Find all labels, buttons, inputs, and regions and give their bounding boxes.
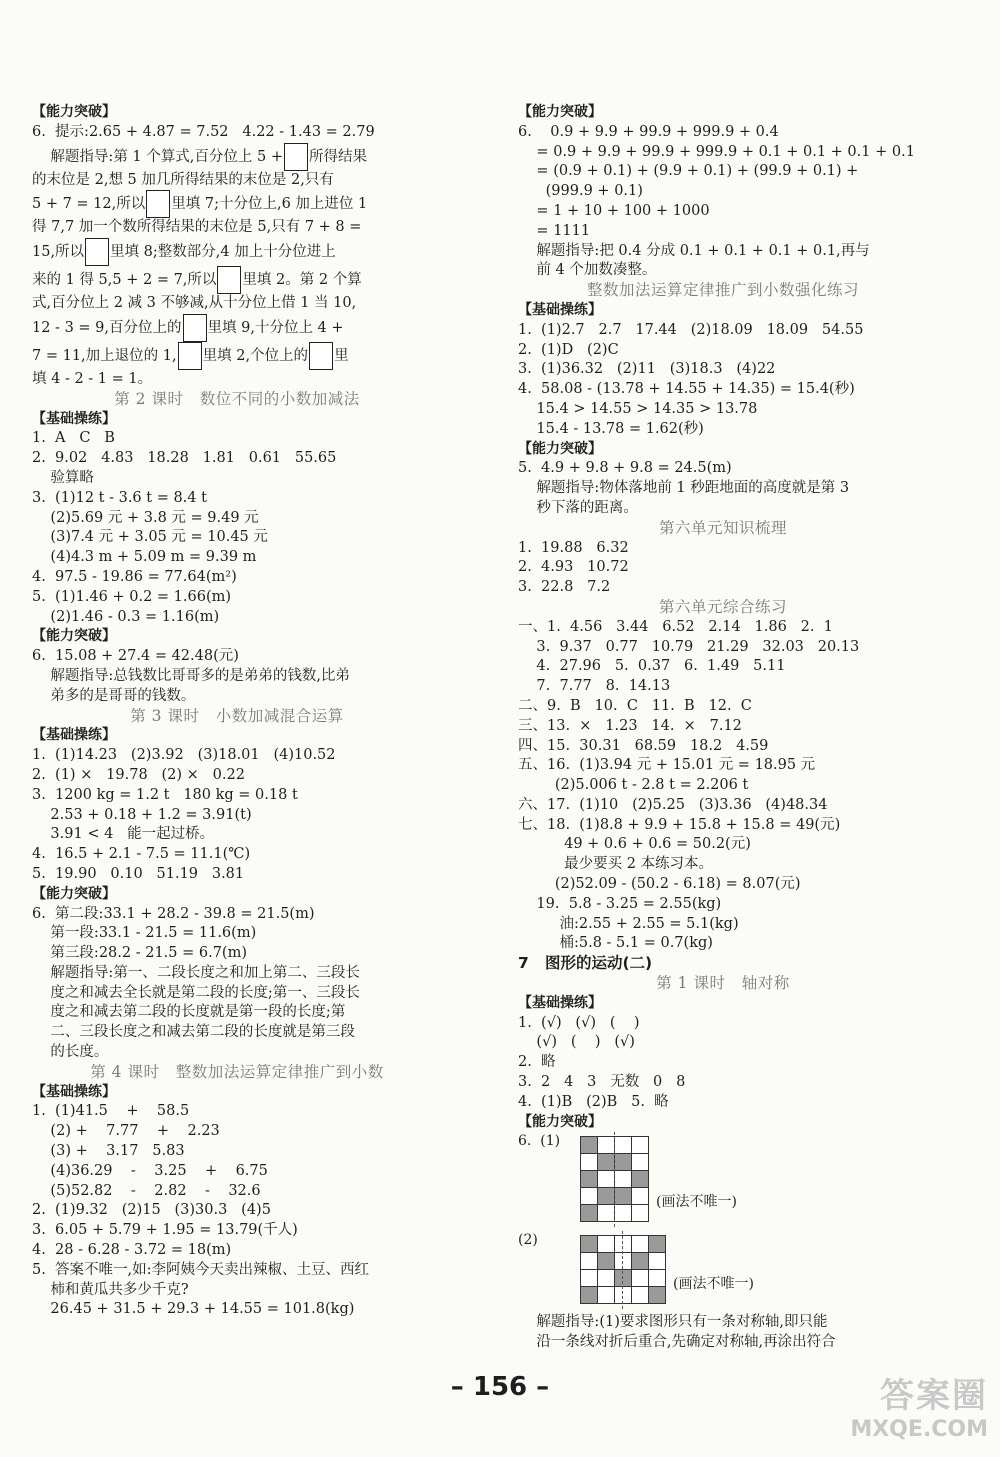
answer-line: 度之和减去第二段的长度就是第一段的长度;第 <box>32 1004 346 1021</box>
section-heading: 【基础操练】 <box>32 727 116 744</box>
answer-line: 1. (√) (√) ( ) <box>518 1014 640 1031</box>
answer-line: = (0.9 + 0.1) + (9.9 + 0.1) + (99.9 + 0.1) + <box>518 163 859 180</box>
grid-cell <box>615 1287 632 1304</box>
text-segment: 解题指导:第 1 个算式,百分位上 5 + <box>32 148 283 165</box>
grid-cell <box>615 1154 632 1171</box>
answer-line: 前 4 个加数凑整。 <box>518 262 657 279</box>
answer-line <box>32 143 442 171</box>
grid-cell <box>615 1137 632 1154</box>
answer-line: 15.4 > 14.55 > 14.35 > 13.78 <box>518 400 758 417</box>
section-heading: 【能力突破】 <box>32 104 116 120</box>
answer-line <box>32 266 442 294</box>
text-segment: 里填 9,十分位上 4 + <box>207 319 344 336</box>
answer-line: 3. 2 4 3 无数 0 8 <box>518 1074 686 1091</box>
answer-line: 5. 19.90 0.10 51.19 3.81 <box>32 865 245 882</box>
grid-cell <box>615 1253 632 1270</box>
answer-line: 桶:5.8 - 5.1 = 0.7(kg) <box>518 935 713 952</box>
grid-cell <box>615 1270 632 1287</box>
answer-line: 6. 提示:2.65 + 4.87 = 7.52 4.22 - 1.43 = 2.79 <box>32 123 375 140</box>
grid-cell <box>581 1154 598 1171</box>
grid-cell <box>632 1287 649 1304</box>
answer-line: (4)36.29 - 3.25 + 6.75 <box>32 1162 268 1179</box>
answer-line: 六、17. (1)10 (2)5.25 (3)3.36 (4)48.34 <box>518 796 828 813</box>
text-segment: 里填 2,个位上的 <box>202 347 309 364</box>
answer-line: 式,百分位上 2 减 3 不够减,从十分位上借 1 当 10, <box>32 295 357 312</box>
answer-line <box>32 190 442 218</box>
answer-line: 3. 6.05 + 5.79 + 1.95 = 13.79(千人) <box>32 1222 298 1239</box>
answer-line: 最少要买 2 本练习本。 <box>518 856 714 873</box>
answer-line: 第三段:28.2 - 21.5 = 6.7(m) <box>32 945 248 962</box>
grid-cell <box>598 1270 615 1287</box>
section-heading: 【能力突破】 <box>518 1113 602 1130</box>
grid-cell <box>581 1253 598 1270</box>
lesson-title: 第六单元综合练习 <box>658 597 787 616</box>
answer-line: 1. (1)2.7 2.7 17.44 (2)18.09 18.09 54.55 <box>518 321 864 338</box>
answer-line: (2)1.46 - 0.3 = 1.16(m) <box>32 608 220 625</box>
grid-cell <box>632 1205 649 1222</box>
blank-box <box>183 314 207 342</box>
answer-line: 3. (1)12 t - 3.6 t = 8.4 t <box>32 489 207 506</box>
answer-line: 柿和黄瓜共多少千克? <box>32 1281 189 1298</box>
lesson-title: 整数加法运算定律推广到小数强化练习 <box>586 281 859 300</box>
grid-cell <box>632 1171 649 1188</box>
text-segment: 里填 7;十分位上,6 加上进位 1 <box>171 196 368 213</box>
grid-cells <box>580 1235 666 1304</box>
answer-line: 油:2.55 + 2.55 = 5.1(kg) <box>518 915 739 932</box>
section-heading: 【基础操练】 <box>32 410 116 427</box>
text-segment: 15,所以 <box>32 244 85 261</box>
answer-line: 解题指导:第一、二段长度之和加上第二、三段长 <box>32 964 360 981</box>
answer-line: 解题指导:把 0.4 分成 0.1 + 0.1 + 0.1 + 0.1,再与 <box>518 242 870 259</box>
answer-line: 4. 28 - 6.28 - 3.72 = 18(m) <box>32 1242 232 1259</box>
answer-line: (2)52.09 - (50.2 - 6.18) = 8.07(元) <box>518 876 801 893</box>
answer-line: 的末位是 2,想 5 加几所得结果的末位是 2,只有 <box>32 171 334 188</box>
answer-line: 2. 9.02 4.83 18.28 1.81 0.61 55.65 <box>32 450 337 467</box>
watermark <box>838 1368 988 1448</box>
blank-box <box>284 143 308 171</box>
lesson-title: 第 4 课时 整数加法运算定律推广到小数 <box>90 1062 384 1081</box>
answer-line <box>32 342 442 370</box>
answer-line: 4. 97.5 - 19.86 = 77.64(m²) <box>32 568 237 585</box>
answer-line: 4. 27.96 5. 0.37 6. 1.49 5.11 <box>518 658 786 675</box>
answer-line: 四、15. 30.31 68.59 18.2 4.59 <box>518 737 769 754</box>
blank-box <box>217 266 241 294</box>
answer-line: 秒下落的距离。 <box>518 499 638 516</box>
answer-line: 6. 15.08 + 27.4 = 42.48(元) <box>32 648 239 665</box>
answer-line: 3.91 < 4 能一起过桥。 <box>32 826 215 843</box>
answer-line: 弟多的是哥哥的钱数。 <box>32 687 196 704</box>
answer-line: 2. 略 <box>518 1054 556 1071</box>
section-heading: 【能力突破】 <box>32 628 116 645</box>
text-segment: 来的 1 得 5,5 + 2 = 7,所以 <box>32 272 217 289</box>
grid-cell <box>632 1236 649 1253</box>
left-column <box>32 103 442 1320</box>
grid-cell <box>632 1253 649 1270</box>
answer-line: 二、9. B 10. C 11. B 12. C <box>518 697 752 714</box>
text-segment: 12 - 3 = 9,百分位上的 <box>32 319 182 336</box>
answer-line: 4. 16.5 + 2.1 - 7.5 = 11.1(℃) <box>32 846 251 863</box>
answer-line: 解题指导:总钱数比哥哥多的是弟弟的钱数,比弟 <box>32 667 350 684</box>
page-number: – 156 – <box>450 1372 550 1402</box>
grid-cell <box>598 1154 615 1171</box>
answer-line: 26.45 + 31.5 + 29.3 + 14.55 = 101.8(kg) <box>32 1301 355 1318</box>
answer-line: (3) + 3.17 5.83 <box>32 1143 185 1160</box>
answer-line: 5. 答案不唯一,如:李阿姨今天卖出辣椒、土豆、西红 <box>32 1261 370 1278</box>
grid-cell <box>632 1154 649 1171</box>
answer-line: 49 + 0.6 + 0.6 = 50.2(元) <box>518 836 751 853</box>
grid-figure <box>518 1132 928 1231</box>
answer-line: (2)5.69 元 + 3.8 元 = 9.49 元 <box>32 509 259 526</box>
answer-line: = 1111 <box>518 222 591 239</box>
answer-line: 沿一条线对折后重合,先确定对称轴,再涂出符合 <box>518 1334 836 1351</box>
grid-cell <box>598 1205 615 1222</box>
answer-line: 19. 5.8 - 3.25 = 2.55(kg) <box>518 895 722 912</box>
answer-line: 解题指导:(1)要求图形只有一条对称轴,即只能 <box>518 1314 828 1331</box>
answer-line: 得 7,7 加一个数所得结果的末位是 5,只有 7 + 8 = <box>32 219 362 236</box>
watermark-url: MXQE.COM <box>850 1417 988 1442</box>
grid-cell <box>632 1188 649 1205</box>
answer-line: (√) ( ) (√) <box>518 1034 635 1051</box>
answer-line: (5)52.82 - 2.82 - 32.6 <box>32 1182 261 1199</box>
grid-cell <box>581 1270 598 1287</box>
section-heading: 【基础操练】 <box>518 994 602 1011</box>
answer-line: (2) + 7.77 + 2.23 <box>32 1123 220 1140</box>
grid-cell <box>632 1270 649 1287</box>
answer-line: (4)4.3 m + 5.09 m = 9.39 m <box>32 549 257 566</box>
lesson-title: 第 2 课时 数位不同的小数加减法 <box>114 389 360 408</box>
grid-cell <box>581 1236 598 1253</box>
answer-line: (3)7.4 元 + 3.05 元 = 10.45 元 <box>32 529 268 546</box>
text-segment: 7 = 11,加上退位的 1, <box>32 347 177 364</box>
grid-cell <box>649 1236 666 1253</box>
grid-figure <box>518 1231 928 1313</box>
answer-line: 2. (1) × 19.78 (2) × 0.22 <box>32 766 245 783</box>
grid-cell <box>615 1205 632 1222</box>
answer-line: 的长度。 <box>32 1044 109 1061</box>
grid-cell <box>598 1188 615 1205</box>
section-heading: 【能力突破】 <box>518 104 602 120</box>
text-segment: 里填 2。第 2 个算 <box>242 272 362 289</box>
answer-line: 3. 22.8 7.2 <box>518 579 611 596</box>
blank-box <box>146 190 170 218</box>
grid-cell <box>598 1236 615 1253</box>
section-heading: 【能力突破】 <box>32 885 116 902</box>
blank-box <box>178 342 202 370</box>
text-segment: 里 <box>334 347 349 364</box>
answer-line: 1. A C B <box>32 430 115 447</box>
text-segment: 里填 8;整数部分,4 加上十分位进上 <box>110 244 336 261</box>
answer-line: 2. 4.93 10.72 <box>518 559 629 576</box>
answer-line: 1. (1)14.23 (2)3.92 (3)18.01 (4)10.52 <box>32 747 336 764</box>
symmetry-axis <box>622 1231 623 1309</box>
answer-line: 2.53 + 0.18 + 1.2 = 3.91(t) <box>32 806 252 823</box>
answer-line: 4. (1)B (2)B 5. 略 <box>518 1093 669 1110</box>
symmetry-axis <box>614 1132 615 1227</box>
grid-cell <box>581 1287 598 1304</box>
grid-cell <box>598 1171 615 1188</box>
answer-line: 二、三段长度之和减去第二段的长度就是第三段 <box>32 1024 355 1041</box>
answer-line <box>32 314 442 342</box>
grid-cell <box>581 1205 598 1222</box>
answer-line: 1. (1)41.5 + 58.5 <box>32 1103 190 1120</box>
grid-label: (2) <box>518 1232 538 1249</box>
answer-line: 2. (1)9.32 (2)15 (3)30.3 (4)5 <box>32 1202 271 1219</box>
answer-line: 15.4 - 13.78 = 1.62(秒) <box>518 420 704 437</box>
grid-cell <box>649 1270 666 1287</box>
grid-cell <box>649 1253 666 1270</box>
grid-note: (画法不唯一) <box>673 1276 754 1293</box>
grid-cell <box>632 1137 649 1154</box>
unit-title: 7 图形的运动(二) <box>518 954 653 973</box>
answer-line: 6. 第二段:33.1 + 28.2 - 39.8 = 21.5(m) <box>32 905 315 922</box>
grid-cell <box>649 1287 666 1304</box>
grid-label: 6. (1) <box>518 1133 561 1150</box>
lesson-title: 第 3 课时 小数加减混合运算 <box>130 706 344 725</box>
answer-line: 验算略 <box>32 469 94 486</box>
grid-cell <box>598 1137 615 1154</box>
answer-line: (2)5.006 t - 2.8 t = 2.206 t <box>518 777 749 794</box>
answer-line: 5. 4.9 + 9.8 + 9.8 = 24.5(m) <box>518 460 732 477</box>
grid-cell <box>598 1287 615 1304</box>
answer-line: 2. (1)D (2)C <box>518 341 619 358</box>
section-heading: 【能力突破】 <box>518 440 602 457</box>
answer-line: 5. (1)1.46 + 0.2 = 1.66(m) <box>32 588 232 605</box>
blank-box <box>85 238 109 266</box>
answer-line: (999.9 + 0.1) <box>518 183 643 200</box>
blank-box <box>309 342 333 370</box>
answer-line: 一、1. 4.56 3.44 6.52 2.14 1.86 2. 1 <box>518 618 833 635</box>
lesson-title: 第 1 课时 轴对称 <box>656 974 790 993</box>
grid-cell <box>615 1171 632 1188</box>
grid-cell <box>615 1188 632 1205</box>
grid-cell <box>615 1236 632 1253</box>
answer-line: 4. 58.08 - (13.78 + 14.55 + 14.35) = 15.4(秒) <box>518 381 855 398</box>
watermark-logo: 答案圈 <box>880 1376 988 1416</box>
grid-note: (画法不唯一) <box>656 1194 737 1211</box>
grid-cell <box>598 1253 615 1270</box>
answer-line: 三、13. × 1.23 14. × 7.12 <box>518 717 742 734</box>
answer-line: = 0.9 + 9.9 + 99.9 + 999.9 + 0.1 + 0.1 + 0.1 + 0.1 <box>518 143 915 160</box>
answer-line: 6. 0.9 + 9.9 + 99.9 + 999.9 + 0.4 <box>518 123 779 140</box>
right-column <box>518 103 928 1353</box>
grid-cell <box>581 1171 598 1188</box>
grid-cell <box>581 1137 598 1154</box>
grid-cell <box>581 1188 598 1205</box>
answer-line <box>32 238 442 266</box>
answer-line: 1. 19.88 6.32 <box>518 539 629 556</box>
answer-line: 3. 1200 kg = 1.2 t 180 kg = 0.18 t <box>32 786 298 803</box>
answer-line: 第一段:33.1 - 21.5 = 11.6(m) <box>32 925 257 942</box>
answer-line: = 1 + 10 + 100 + 1000 <box>518 202 710 219</box>
answer-line: 五、16. (1)3.94 元 + 15.01 元 = 18.95 元 <box>518 757 816 774</box>
answer-line: 3. 9.37 0.77 10.79 21.29 32.03 20.13 <box>518 638 860 655</box>
text-segment: 所得结果 <box>308 148 367 165</box>
answer-line: 填 4 - 2 - 1 = 1。 <box>32 370 153 387</box>
answer-line: 解题指导:物体落地前 1 秒距地面的高度就是第 3 <box>518 480 850 497</box>
section-heading: 【基础操练】 <box>518 301 602 318</box>
answer-line: 七、18. (1)8.8 + 9.9 + 15.8 + 15.8 = 49(元) <box>518 816 841 833</box>
answer-line: 3. (1)36.32 (2)11 (3)18.3 (4)22 <box>518 361 776 378</box>
lesson-title: 第六单元知识梳理 <box>658 518 787 537</box>
answer-line: 度之和减去全长就是第二段的长度;第一、三段长 <box>32 984 360 1001</box>
section-heading: 【基础操练】 <box>32 1083 116 1100</box>
text-segment: 5 + 7 = 12,所以 <box>32 196 146 213</box>
answer-line: 7. 7.77 8. 14.13 <box>518 678 671 695</box>
